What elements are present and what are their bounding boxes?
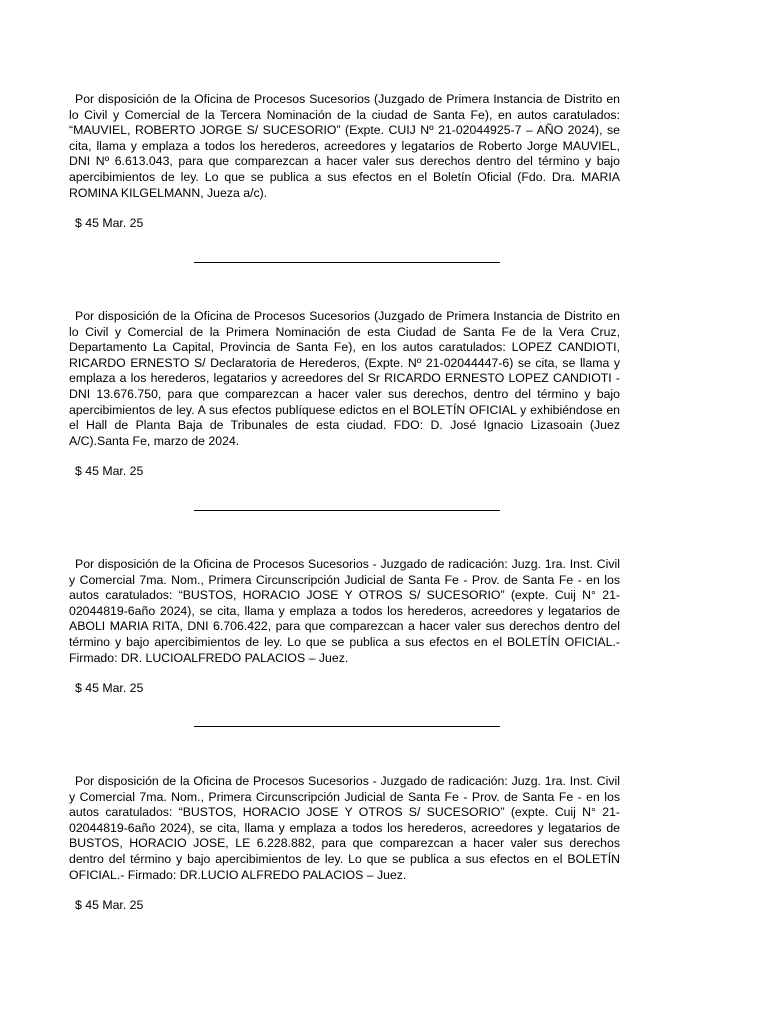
notice-separator bbox=[194, 510, 500, 511]
notice-bustos bbox=[69, 774, 620, 912]
notice-body: Por disposición de la Oficina de Procesos Sucesorios - Juzgado de radicación: Juzg. 1ra. Inst. Civil y Comercial 7ma. Nom., Primera Circunscripción Judicial de Santa Fe - Prov. de Santa Fe - en los autos caratulados: “BUSTOS, HORACIO JOSE Y OTROS S/ SUCESORIO” (expte. Cuij N° 21-02044819-6año 2024), se cita, llama y emplaza a todos los herederos, acreedores y legatarios de BUSTOS, HORACIO JOSE, LE 6.228.882, para que comparezcan a hacer valer sus derechos dentro del término y bajo apercibimientos de ley. Lo que se publica a sus efectos en el BOLETÍN OFICIAL.- Firmado: DR.LUCIO ALFREDO PALACIOS – Juez. bbox=[69, 774, 620, 882]
notice-aboli bbox=[69, 557, 620, 695]
notice-price: $ 45 Mar. 25 bbox=[75, 898, 144, 912]
notice-body: Por disposición de la Oficina de Procesos Sucesorios (Juzgado de Primera Instancia de Distrito en lo Civil y Comercial de la Primera Nominación de esta Ciudad de Santa Fe de la Vera Cruz, Departamento La Capital, Provincia de Santa Fe), en los autos caratulados: LOPEZ CANDIOTI, RICARDO ERNESTO S/ Declaratoria de Herederos, (Expte. Nº 21-02044447-6) se cita, se llama y emplaza a los herederos, legatarios y acreedores del Sr RICARDO ERNESTO LOPEZ CANDIOTI - DNI 13.676.750, para que comparezcan a hacer valer sus derechos, dentro del término y bajo apercibimientos de ley. A sus efectos publíquese edictos en el BOLETÍN OFICIAL y exhibiéndose en el Hall de Planta Baja de Tribunales de esta ciudad. FDO: D. José Ignacio Lizasoain (Juez A/C).Santa Fe, marzo de 2024. bbox=[69, 309, 620, 448]
notice-mauviel bbox=[69, 92, 620, 230]
notice-price: $ 45 Mar. 25 bbox=[75, 681, 144, 695]
notice-lopez-candioti bbox=[69, 309, 620, 478]
notice-separator bbox=[194, 726, 500, 727]
notice-body: Por disposición de la Oficina de Procesos Sucesorios - Juzgado de radicación: Juzg. 1ra. Inst. Civil y Comercial 7ma. Nom., Primera Circunscripción Judicial de Santa Fe - Prov. de Santa Fe - en los autos caratulados: “BUSTOS, HORACIO JOSE Y OTROS S/ SUCESORIO” (expte. Cuij N° 21-02044819-6año 2024), se cita, llama y emplaza a todos los herederos, acreedores y legatarios de ABOLI MARIA RITA, DNI 6.706.422, para que comparezcan a hacer valer sus derechos dentro del término y bajo apercibimientos de ley. Lo que se publica a sus efectos en el BOLETÍN OFICIAL.- Firmado: DR. LUCIOALFREDO PALACIOS – Juez. bbox=[69, 557, 620, 665]
notice-separator bbox=[194, 262, 500, 263]
notice-price: $ 45 Mar. 25 bbox=[75, 216, 144, 230]
notice-price: $ 45 Mar. 25 bbox=[75, 464, 144, 478]
notice-body: Por disposición de la Oficina de Procesos Sucesorios (Juzgado de Primera Instancia de Distrito en lo Civil y Comercial de la Tercera Nominación de la ciudad de Santa Fe), en autos caratulados: “MAUVIEL, ROBERTO JORGE S/ SUCESORIO” (Expte. CUIJ Nº 21-02044925-7 – AÑO 2024), se cita, llama y emplaza a todos los herederos, acreedores y legatarios de Roberto Jorge MAUVIEL, DNI Nº 6.613.043, para que comparezcan a hacer valer sus derechos dentro del término y bajo apercibimientos de ley. Lo que se publica a sus efectos en el Boletín Oficial (Fdo. Dra. MARIA ROMINA KILGELMANN, Jueza a/c). bbox=[69, 92, 620, 200]
